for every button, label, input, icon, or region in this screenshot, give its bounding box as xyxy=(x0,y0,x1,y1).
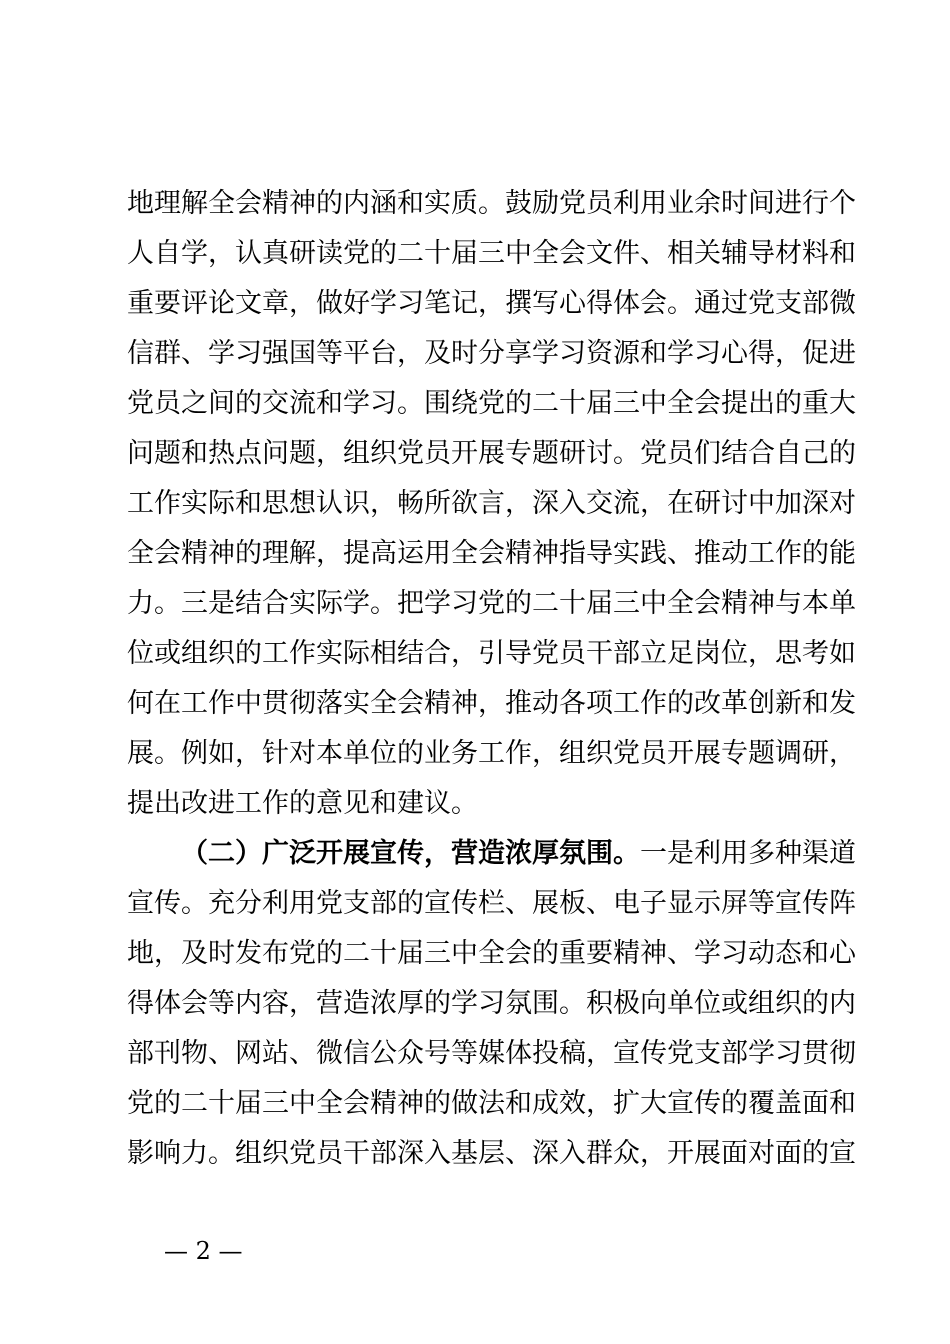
body-line: 提出改进工作的意见和建议。 xyxy=(127,788,478,819)
body-line: 位或组织的工作实际相结合，引导党员干部立足岗位，思考如 xyxy=(127,638,856,669)
body-line: 问题和热点问题，组织党员开展专题研讨。党员们结合自己的 xyxy=(127,438,856,469)
body-line: 全会精神的理解，提高运用全会精神指导实践、推动工作的能 xyxy=(127,538,856,569)
body-line: 信群、学习强国等平台，及时分享学习资源和学习心得，促进 xyxy=(127,338,856,369)
body-line: 得体会等内容，营造浓厚的学习氛围。积极向单位或组织的内 xyxy=(127,988,856,1019)
body-line: 展。例如，针对本单位的业务工作，组织党员开展专题调研， xyxy=(127,738,856,769)
section-heading: （二）广泛开展宣传，营造浓厚氛围。 xyxy=(181,838,640,869)
body-line: 重要评论文章，做好学习笔记，撰写心得体会。通过党支部微 xyxy=(127,288,856,319)
body-line: 部刊物、网站、微信公众号等媒体投稿，宣传党支部学习贯彻 xyxy=(127,1038,856,1069)
body-line: 工作实际和思想认识，畅所欲言，深入交流，在研讨中加深对 xyxy=(127,488,856,519)
body-line: 影响力。组织党员干部深入基层、深入群众，开展面对面的宣 xyxy=(127,1138,856,1169)
body-line: 地理解全会精神的内涵和实质。鼓励党员利用业余时间进行个 xyxy=(127,188,856,219)
body-line: 地，及时发布党的二十届三中全会的重要精神、学习动态和心 xyxy=(127,938,856,969)
body-line: 何在工作中贯彻落实全会精神，推动各项工作的改革创新和发 xyxy=(127,688,856,719)
body-line: 党员之间的交流和学习。围绕党的二十届三中全会提出的重大 xyxy=(127,388,856,419)
section-heading-line xyxy=(181,829,856,879)
body-line: 力。三是结合实际学。把学习党的二十届三中全会精神与本单 xyxy=(127,588,856,619)
body-line: 党的二十届三中全会精神的做法和成效，扩大宣传的覆盖面和 xyxy=(127,1088,856,1119)
body-line: 宣传。充分利用党支部的宣传栏、展板、电子显示屏等宣传阵 xyxy=(127,888,856,919)
section-heading-rest: 一是利用多种渠道 xyxy=(640,838,856,869)
body-line: 人自学，认真研读党的二十届三中全会文件、相关辅导材料和 xyxy=(127,238,856,269)
page-number: — 2 — xyxy=(164,1237,243,1265)
